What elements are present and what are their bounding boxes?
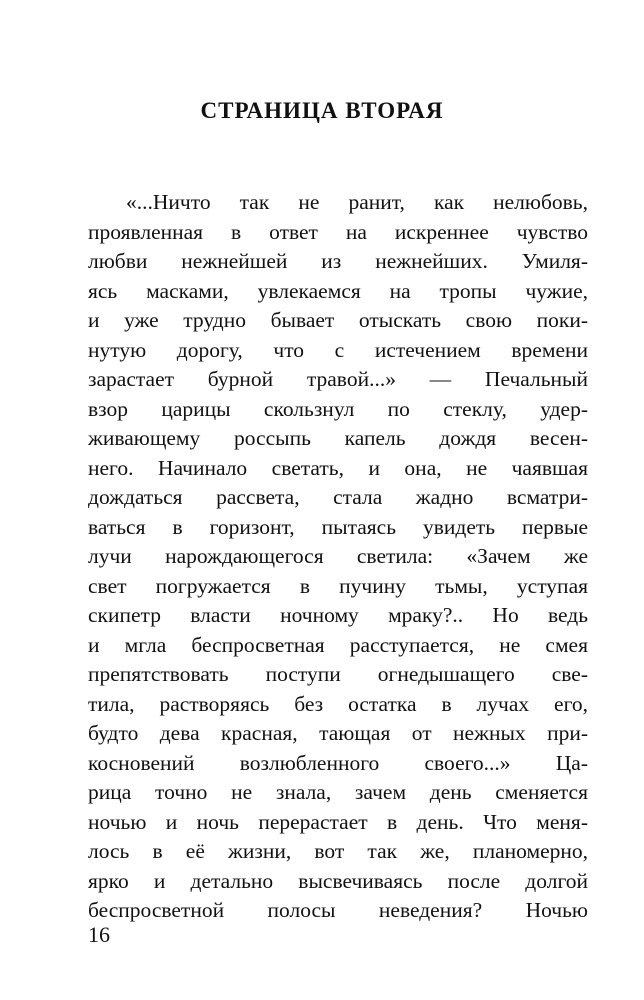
body-text [88, 188, 588, 926]
text-line: зарастает бурной травой...» — Печальный [88, 367, 588, 391]
text-line: него. Начинало светать, и она, не чаявшая [88, 455, 588, 480]
text-line: взор царицы скользнул по стеклу, удер- [88, 396, 588, 421]
text-line: скипетр власти ночному мраку?.. Но ведь [88, 603, 588, 627]
text-line: лось в её жизни, вот так же, планомерно, [88, 839, 588, 863]
text-line: свет погружается в пучину тьмы, уступая [88, 573, 588, 598]
text-line: проявленная в ответ на искреннее чувство [88, 219, 588, 244]
text-line: косновений возлюбленного своего...» Ца- [88, 750, 588, 775]
text-line: и мгла беспросветная расступается, не смея [88, 632, 588, 657]
text-line: «...Ничто так не ранит, как нелюбовь, [126, 190, 588, 214]
text-line: дождаться рассвета, стала жадно всматри- [88, 485, 588, 509]
text-line: нутую дорогу, что с истечением времени [88, 337, 588, 362]
text-line: тила, растворяясь без остатка в лучах его, [88, 691, 588, 716]
chapter-title: СТРАНИЦА ВТОРАЯ [200, 98, 444, 123]
text-line: ярко и детально высвечиваясь после долгой [88, 868, 588, 893]
text-line: ваться в горизонт, пытаясь увидеть первые [88, 514, 588, 539]
text-line: рица точно не знала, зачем день сменяется [88, 780, 588, 804]
page-number: 16 [88, 922, 110, 947]
text-line: живающему россыпь капель дождя весен- [88, 426, 588, 450]
text-line: ночью и ночь перерастает в день. Что меня- [88, 809, 588, 834]
text-line: ясь масками, увлекаемся на тропы чужие, [88, 278, 588, 303]
text-line: препятствовать поступи огнедышащего све- [88, 662, 588, 686]
text-line: будто дева красная, тающая от нежных при- [88, 721, 588, 745]
text-line: беспросветной полосы неведения? Ночью [88, 898, 588, 922]
text-line: лучи нарождающегося светила: «Зачем же [88, 544, 588, 568]
text-line: и уже трудно бывает отыскать свою поки- [88, 308, 588, 332]
text-line: любви нежнейшей из нежнейших. Умиля- [88, 249, 588, 273]
